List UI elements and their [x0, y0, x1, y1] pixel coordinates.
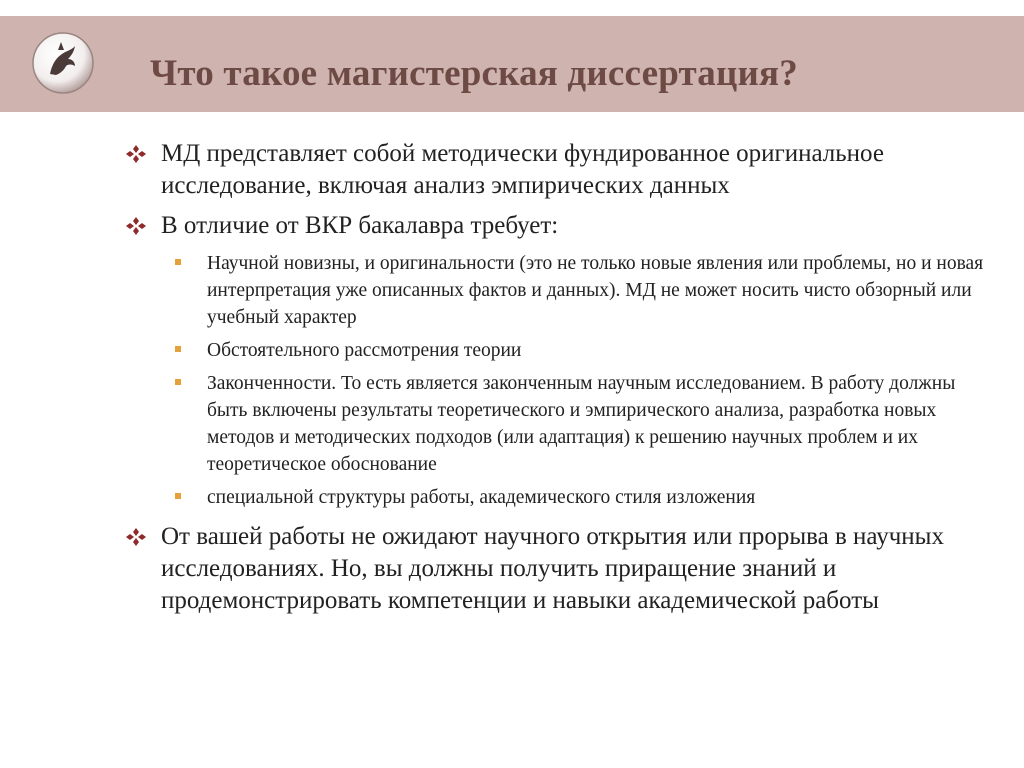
bullet-item: [125, 210, 985, 242]
square-bullet-icon: [175, 379, 181, 385]
bullet-text: От вашей работы не ожидают научного открытия или прорыва в научных исследованиях. Но, вы должны получить приращение знаний и продемонстрировать компетенции и навыки академической работы: [161, 523, 944, 614]
diamond-bullet-icon: [125, 527, 147, 547]
slide-title: Что такое магистерская диссертация?: [150, 53, 798, 94]
university-logo-icon: [28, 28, 98, 98]
bullet-text: В отличие от ВКР бакалавра требует:: [161, 212, 559, 239]
bullet-text: МД представляет собой методически фундированное оригинальное исследование, включая анализ эмпирических данных: [161, 140, 884, 199]
square-bullet-icon: [175, 493, 181, 499]
sub-bullet-text: Обстоятельного рассмотрения теории: [207, 340, 522, 361]
sub-bullet-text: Научной новизны, и оригинальности (это не только новые явления или проблемы, но и новая интерпретация уже описанных фактов и данных). МД не может носить чисто обзорный или учебный характер: [207, 253, 984, 328]
sub-bullet-item: [125, 370, 985, 478]
sub-bullet-item: [125, 337, 985, 364]
sub-bullet-list: [125, 250, 985, 511]
sub-bullet-text: Законченности. То есть является законченным научным исследованием. В работу должны быть включены результаты теоретического и эмпирического анализа, разработка новых методов и методических подходов (или адаптация) к решению научных проблем и их теоретическое обоснование: [207, 373, 956, 475]
square-bullet-icon: [175, 346, 181, 352]
bullet-item: [125, 138, 985, 202]
sub-bullet-item: [125, 250, 985, 331]
bullet-list: [125, 138, 985, 625]
square-bullet-icon: [175, 259, 181, 265]
bullet-item: [125, 521, 985, 617]
sub-bullet-item: [125, 484, 985, 511]
sub-bullet-text: специальной структуры работы, академического стиля изложения: [207, 487, 756, 508]
diamond-bullet-icon: [125, 216, 147, 236]
diamond-bullet-icon: [125, 144, 147, 164]
